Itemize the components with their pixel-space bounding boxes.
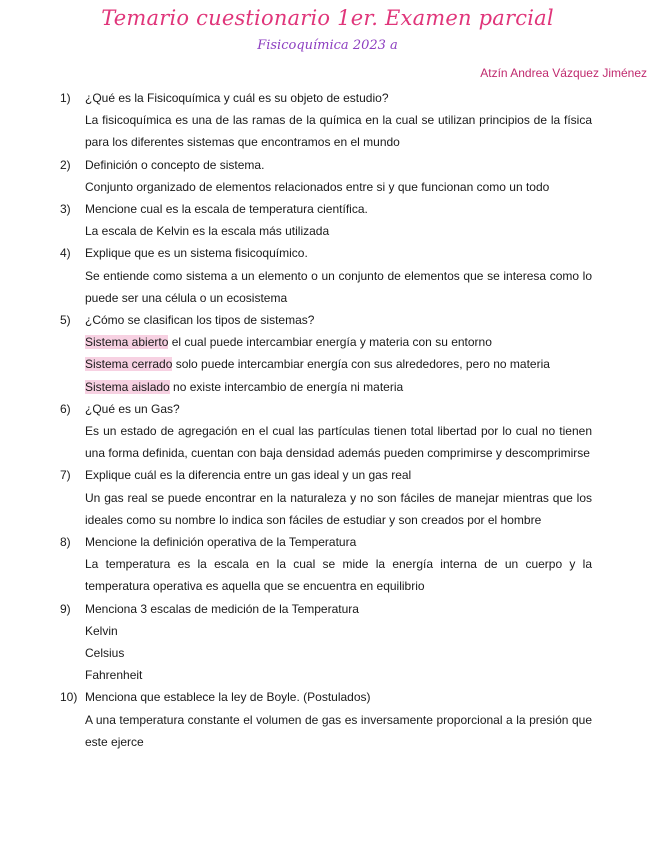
answer-3: La escala de Kelvin es la escala más utilizada [85,224,330,239]
question-text: Explique que es un sistema fisicoquímico. [85,246,308,261]
question-number: 6) [60,401,71,416]
highlighted-term: Sistema aislado [85,379,170,394]
question-5 [60,309,592,331]
question-1 [60,87,592,109]
answer-2: Conjunto organizado de elementos relacionados entre si y que funcionan como un todo [85,179,550,194]
question-text: ¿Qué es un Gas? [85,401,180,416]
highlighted-term: Sistema cerrado [85,357,173,372]
question-10 [60,686,592,708]
question-text: Menciona 3 escalas de medición de la Temperatura [85,601,359,616]
term-description: solo puede intercambiar energía con sus alrededores, pero no materia [172,357,550,372]
question-number: 9) [60,601,71,616]
question-number: 3) [60,202,71,217]
question-2 [60,154,592,176]
question-number: 8) [60,535,71,550]
questionnaire [60,87,592,753]
question-number: 4) [60,246,71,261]
answer-8: La temperatura es la escala en la cual se mide la energía interna de un cuerpo y la temperatura operativa es aquella que se encuentra en equilibrio [85,557,592,594]
question-text: Definición o concepto de sistema. [85,157,265,172]
scale-item: Fahrenheit [85,668,143,683]
question-4 [60,242,592,264]
question-text: Mencione la definición operativa de la Temperatura [85,535,357,550]
highlighted-term: Sistema abierto [85,335,169,350]
scale-item: Celsius [85,646,125,661]
answer-1: La fisicoquímica es una de las ramas de la química en la cual se utilizan principios de la física para los diferentes sistemas que encontramos en el mundo [85,113,592,150]
scale-item: Kelvin [85,623,118,638]
answer-4: Se entiende como sistema a un elemento o un conjunto de elementos que se interesa como lo puede ser una célula o un ecosistema [85,268,592,305]
term-description: no existe intercambio de energía ni materia [169,379,404,394]
question-number: 7) [60,468,71,483]
question-text: Explique cuál es la diferencia entre un gas ideal y un gas real [85,468,412,483]
question-number: 10) [60,690,78,705]
question-3 [60,198,592,220]
question-8 [60,531,592,553]
question-6 [60,398,592,420]
question-text: ¿Qué es la Fisicoquímica y cuál es su objeto de estudio? [85,91,389,105]
question-number: 2) [60,157,71,172]
answer-7: Un gas real se puede encontrar en la naturaleza y no son fáciles de manejar mientras que los ideales como su nombre lo indica son fáciles de estudiar y son creados por el hombre [85,490,592,527]
question-text: ¿Cómo se clasifican los tipos de sistemas? [85,313,315,328]
answer-5-item [60,353,592,375]
term-description: el cual puede intercambiar energía y materia con su entorno [168,335,492,350]
question-number: 5) [60,313,71,328]
question-number: 1) [60,91,71,105]
question-9 [60,598,592,620]
question-7 [60,464,592,486]
document-subtitle: Fisicoquímica 2023 a [257,38,398,53]
answer-6: Es un estado de agregación en el cual las partículas tienen total libertad por lo cual no tienen una forma definida, cuentan con baja densidad además pueden comprimirse y descomprimirse [85,424,592,461]
question-text: Mencione cual es la escala de temperatura científica. [85,202,368,217]
answer-10: A una temperatura constante el volumen de gas es inversamente proporcional a la presión que este ejerce [85,712,592,749]
answer-5-item [60,331,592,353]
question-text: Menciona que establece la ley de Boyle. (Postulados) [85,690,371,705]
answer-5-item [60,376,592,398]
author-name: Atzín Andrea Vázquez Jiménez [480,66,647,80]
document-title: Temario cuestionario 1er. Examen parcial [101,6,554,30]
